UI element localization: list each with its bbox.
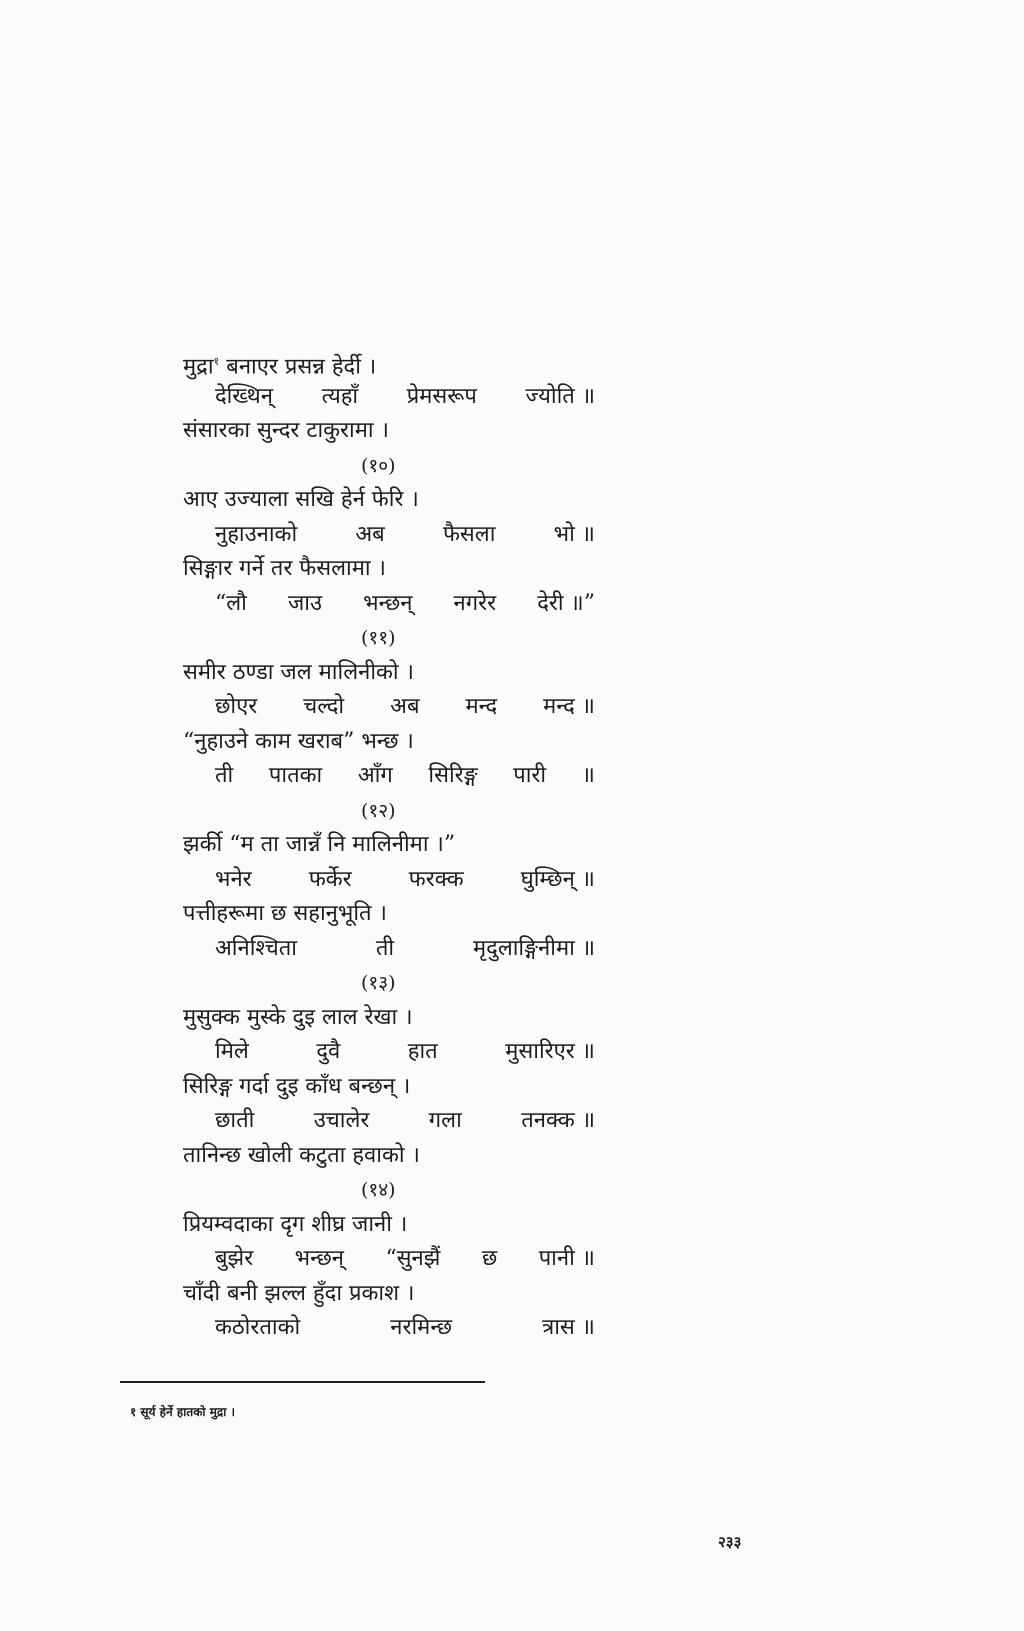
verse-word: नुहाउनाको [215, 521, 298, 547]
verse-word: मुद्रा [183, 354, 214, 380]
verse-word: सिरिङ्ग [428, 763, 478, 788]
footnote: १ सूर्य हेर्ने हातको मुद्रा । [130, 1405, 236, 1419]
verse-word: मुसारिएर ॥ [505, 1039, 595, 1064]
verse-line [183, 345, 613, 380]
verse-word: तनक्क ॥ [521, 1108, 595, 1133]
verse-word: देख्थिन् [215, 383, 273, 409]
verse-word: सिरिङ्ग गर्दा दुइ काँध बन्छन् । [183, 1073, 411, 1099]
verse-line [183, 1208, 613, 1243]
verse-word: “सुनझैं [385, 1246, 441, 1271]
verse-word: चाँदी बनी झल्ल हुँदा प्रकाश । [183, 1280, 415, 1306]
verse-word: ज्योति ॥ [525, 383, 595, 409]
verse-line [183, 1070, 613, 1105]
stanza-number: (१४) [361, 1179, 396, 1201]
verse-word: मृदुलाङ्गिनीमा ॥ [472, 935, 595, 961]
verse-word: देरी ॥” [537, 590, 595, 616]
verse-line-indented [183, 1242, 595, 1277]
verse-line [183, 414, 613, 449]
verse-word: मन्द ॥ [543, 694, 595, 719]
verse-word: “नुहाउने काम खराब” भन्छ । [183, 728, 414, 754]
stanza-number: (११) [361, 627, 396, 649]
verse-word: फैसला [442, 521, 496, 547]
verse-word: गला [428, 1108, 462, 1133]
verse-word: बनाएर प्रसन्न हेर्दी । [226, 354, 377, 380]
verse-word: त्यहाँ [321, 383, 359, 409]
verse-word: आए उज्याला सखि हेर्न फेरि । [183, 487, 419, 512]
verse-word: नगरेर [453, 590, 497, 616]
verse-word: दुवै [316, 1039, 341, 1064]
verse-line-indented [183, 1104, 595, 1139]
stanza-number: (१३) [361, 972, 396, 994]
verse-word: पातका [268, 763, 323, 788]
verse-word: अनिश्चिता [215, 935, 297, 961]
verse-line [183, 483, 613, 518]
verse-word: तानिन्छ खोली कटुता हवाको । [183, 1142, 420, 1168]
verse-word: आँग [357, 763, 393, 788]
verse-word: पत्तीहरूमा छ सहानुभूति । [183, 901, 387, 926]
verse-word: चल्दो [303, 694, 345, 719]
verse-word: मिले [215, 1039, 249, 1064]
verse-line-indented [183, 1035, 595, 1070]
poem-verses [183, 345, 613, 1346]
verse-word: भन्छन् [294, 1246, 345, 1271]
verse-line-indented [183, 690, 595, 725]
verse-line [183, 725, 613, 760]
verse-line [183, 552, 613, 587]
verse-word: ॥ [581, 763, 595, 788]
verse-line-indented [183, 759, 595, 794]
verse-word: जाउ [287, 590, 323, 616]
page-number: २३३ [718, 1533, 742, 1551]
verse-word: पारी [513, 763, 547, 788]
verse-word: प्रियम्वदाका दृग शीघ्र जानी । [183, 1211, 408, 1237]
verse-line-indented [183, 1311, 595, 1346]
verse-word: छोएर [215, 694, 258, 719]
verse-line [183, 897, 613, 932]
footnote-divider [120, 1381, 485, 1383]
verse-word: मन्द [465, 694, 498, 719]
stanza-number: (१०) [361, 454, 396, 477]
verse-word: मुसुक्क मुस्के दुइ लाल रेखा । [183, 1004, 413, 1030]
verse-word: कठोरताको [215, 1315, 301, 1340]
verse-line [183, 1139, 613, 1174]
verse-word: अब [355, 521, 385, 547]
verse-line-indented [183, 587, 595, 622]
verse-word: सिङ्गार गर्ने तर फैसलामा । [183, 556, 386, 581]
verse-word: फरक्क [408, 866, 464, 892]
verse-word: भनेर [215, 866, 252, 892]
verse-word: उचालेर [313, 1108, 370, 1133]
verse-word: त्रास ॥ [542, 1315, 595, 1340]
verse-word: छ [481, 1246, 498, 1271]
verse-line [183, 1277, 613, 1312]
verse-line-indented [183, 518, 595, 553]
stanza-number: (१२) [361, 799, 396, 822]
verse-word: भो ॥ [553, 521, 595, 547]
verse-word: ती [375, 935, 395, 961]
verse-word: हात [407, 1039, 438, 1064]
verse-word: संसारका सुन्दर टाकुरामा । [183, 418, 389, 443]
verse-word: अब [390, 694, 420, 719]
verse-word: घुम्छिन् ॥ [520, 866, 595, 892]
verse-word: “लौ [215, 590, 247, 616]
verse-line [183, 656, 613, 691]
verse-line-indented [183, 863, 595, 898]
verse-word: फर्केर [308, 866, 352, 892]
verse-line-indented [183, 932, 595, 967]
verse-word: छाती [215, 1108, 255, 1133]
verse-word: प्रेमसरूप [406, 383, 477, 409]
verse-word: पानी ॥ [538, 1246, 595, 1271]
verse-word: झर्की “म ता जान्नँ नि मालिनीमा ।” [183, 832, 456, 857]
verse-line-indented [183, 380, 595, 415]
verse-line [183, 828, 613, 863]
verse-word: बुझेर [215, 1246, 254, 1271]
verse-word: नरमिन्छ [390, 1315, 453, 1340]
verse-word: समीर ठण्डा जल मालिनीको । [183, 659, 414, 685]
verse-word: ती [215, 763, 234, 788]
verse-line [183, 1001, 613, 1036]
footnote-marker: १ [213, 355, 220, 368]
verse-word: भन्छन् [363, 590, 413, 616]
